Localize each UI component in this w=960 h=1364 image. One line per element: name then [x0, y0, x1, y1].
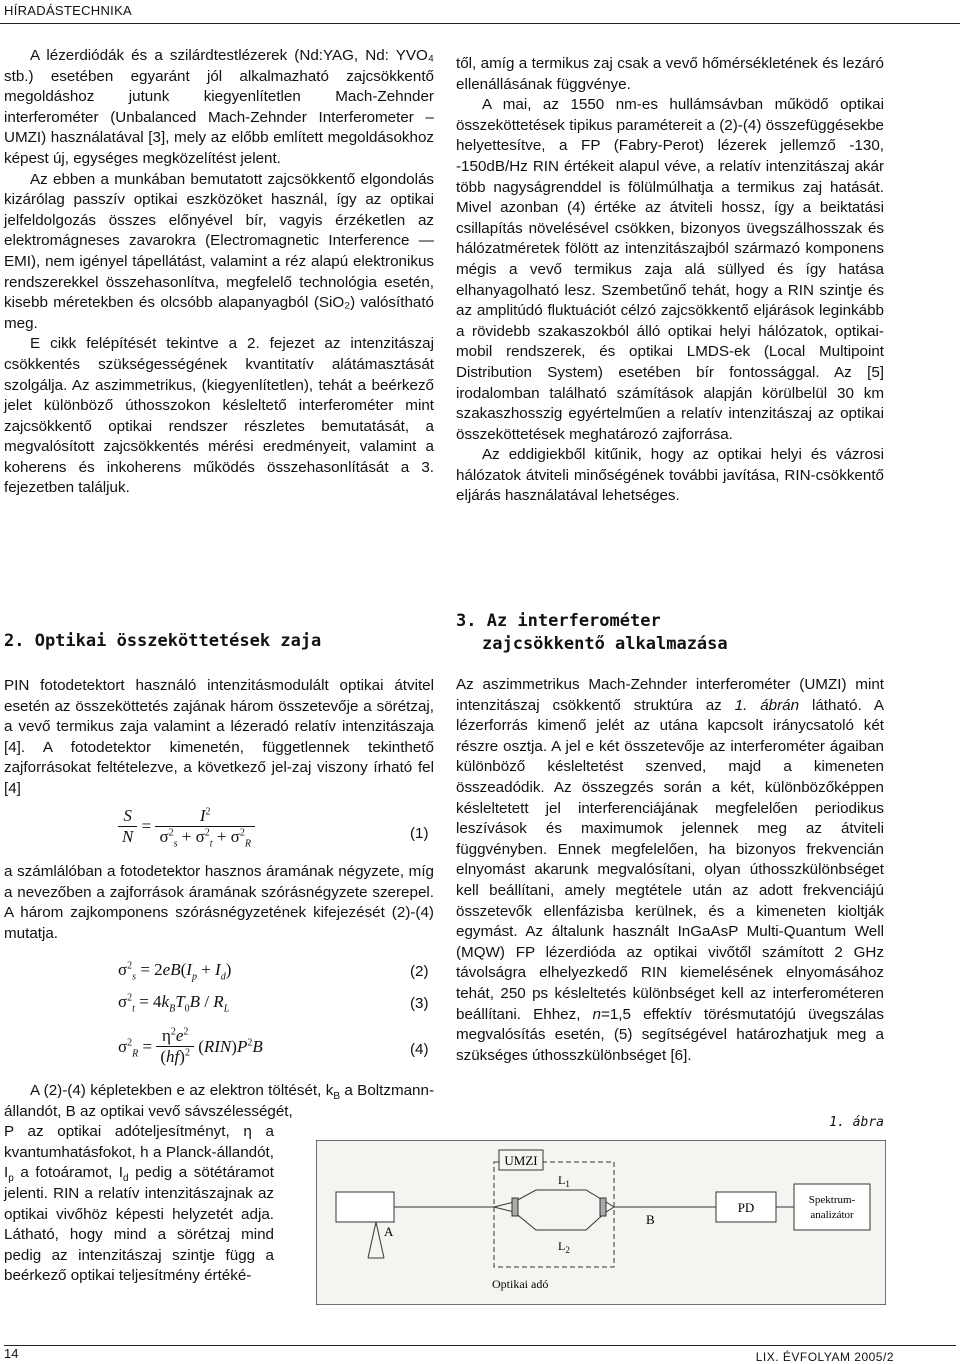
running-header: HÍRADÁSTECHNIKA	[4, 3, 133, 18]
subscript: d	[122, 1173, 129, 1185]
port-b-label: B	[646, 1212, 655, 1227]
text-run: pedig a sötétáramot jelenti. RIN a relatív intenzitászajnak az optikai vivőhöz képesti helyzetét adja. Látható, hogy mind a sörétzaj mind pedig az intenzitászaj szintje függ a beérkező optikai teljesítmény értéké-	[4, 1164, 274, 1285]
umzi-label: UMZI	[504, 1153, 538, 1168]
subscript: B	[333, 1091, 340, 1103]
paragraph: A lézerdiódák és a szilárdtestlézerek (Nd:YAG, Nd: YVO₄ stb.) esetében egyaránt jól alkalmazható zajcsökkentő megoldáshoz jutunk kiegyenlítetlen Mach-Zehnder interferométer (Unbalanced Mach-Zehnder Interferometer – UMZI) használatával [3], mely az előbb említett megoldásokhoz képest új, egységes megközelítést jelent.	[4, 47, 434, 167]
equation-1-number: (1)	[410, 825, 429, 842]
symbol-n: n	[592, 1005, 601, 1023]
section-3-heading-line-2: zajcsökkentő alkalmazása	[482, 634, 728, 654]
pd-label: PD	[737, 1200, 755, 1215]
header-rule	[0, 23, 960, 24]
equation-1: $\frac{S}{N}$ = $\frac{I^2}{\sigma^2_s + \sigma^2_t + \sigma^2_R}$	[118, 806, 255, 847]
paragraph	[456, 675, 884, 1066]
equation-3-number: (3)	[410, 995, 429, 1012]
right-column-intro	[456, 54, 884, 507]
figure-caption: 1. ábra	[829, 1115, 884, 1130]
page-number: 14	[4, 1346, 19, 1361]
text-run: a fotoáramot, I	[13, 1164, 123, 1182]
paragraph	[4, 1122, 274, 1287]
equation-4: $\sigma^2_R$ = $\frac{\eta^2e^2}{(hf)^2}$ $(RIN)P^2B$	[118, 1026, 263, 1066]
paragraph: PIN fotodetektort használó intenzitásmodulált optikai átvitel esetén az összeköttetés zajának három összetevője a sörétzaj, a vevő termikus zaja valamint a lézeradó relatív intenzitászaja [4]. A fotodetektor kimenetén, függetlennek tekinthető zajforrásokat feltételezve, a következő jel-zaj viszony írható fel [4]	[4, 677, 434, 797]
paragraph: E cikk felépítését tekintve a 2. fejezet az intenzitászaj csökkentés szükségességének kvantitatív alátámasztását szolgálja. Az aszimmetrikus, (kiegyenlítetlen), tehát a beérkező jelet különböző úthosszokon késleltető interferométer mint zajcsökkentő optikai rendszer részletes bemutatását, a megvalósított zajcsökkentés mérési eredményeit, valamint a koherens és inkoherens működés összehasonlítását a 3. fejezetben találjuk.	[4, 335, 434, 497]
section-2-heading: 2. Optikai összeköttetések zaja	[4, 631, 322, 651]
section-2-body-2	[4, 862, 434, 944]
source-caption: Optikai adó	[492, 1277, 549, 1291]
journal-volume: LIX. ÉVFOLYAM 2005/2	[755, 1350, 894, 1364]
text-run: látható. A lézerforrás kimenő jelét az utána kapcsolt iránycsatoló két részre osztja. A jel e két összetevője az interferométer ágaiban különböző késleltetést szenved, majd a kimeneten összeadódik. Az összegzés során a két, különbözőképpen késleltetett jel interferenciájának megfelelően periodikus leszívások és maximumok jelennek meg az átviteli függvényben. Ennek megfelelően, ha bizonyos frekvencián elnyomást akarunk megvalósítani, olyan úthosszkülönbséget kell beállítani, amely megtétele után az adott frekvenciájú összetevők ellenfázisba kerülnek, és a kimeneten kioltják egymást. Az általunk használt InGaAsP Multi-Quantum Well (MQW) FP lézerdióda az optikai vivőtől számított 2 GHz távolságra elhelyezkedő RIN kiemelésének elnyomásához tehát, 250 ps késleltetés különbséget kell az interferométeren beállítani. Ehhez,	[456, 696, 884, 1023]
analyzer-label-2: analizátor	[810, 1209, 854, 1221]
laser-source-block	[336, 1192, 394, 1222]
equation-2-number: (2)	[410, 963, 429, 980]
coupler-left	[512, 1198, 518, 1216]
arm-l1-label: $L_1$	[558, 1173, 570, 1189]
spectrum-analyzer-block	[794, 1184, 870, 1230]
paragraph: től, amíg a termikus zaj csak a vevő hőmérsékletének és lezáró ellenállásának függvénye.	[456, 55, 884, 93]
paragraph: A mai, az 1550 nm-es hullámsávban működő optikai összeköttetések tipikus paramétereit a (2)-(4) összefüggésekbe helyettesítve, a FP (Fabry-Perot) lézerek jellemző -130, -150dB/Hz RIN értékeit alapul véve, a relatív intenzitászaj akár több nagyságrenddel is fölülmúlhatja a termikus zaj hatását. Mivel azonban (4) értéke az átviteli hossz, így a beiktatási csillapítás növelésével csökken, bizonyos üvegszálhosszak és hálózatméretek fölött az intenzitászajból származó komponens mégis a vevő termikus zaja alá süllyed és így hatása elhanyagolható lesz. Szembetűnő tehát, hogy a RIN szintje és az amplitúdó fluktuációt célzó zajcsökkentő eljárások leginkább a rövidebb szakaszokból álló optikai helyi hálózatok, optikai-mobil rendszerek, és optikai LMDS-ek (Local Multipoint Distribution System) esetében bír fontossággal. Az [5] irodalomban található számítások alapján körülbelül 30 km szakaszhosszig egyértelműen a relatív intenzitászaj az optikai összeköttetések meghatározó zajforrása.	[456, 96, 884, 443]
equation-4-number: (4)	[410, 1041, 429, 1058]
left-column-intro	[4, 46, 434, 499]
arm-l2-label: $L_2$	[558, 1239, 570, 1255]
text-run: Az aszimmetrikus Mach-Zehnder interferométer (UMZI) mint intenzitászaj csökkentő struktúra az	[456, 676, 884, 714]
paragraph: a számlálóban a fotodetektor hasznos áramának négyzete, míg a nevezőben a zajforrások áramának szórásnégyzete szerepel. A három zajkomponens szórásnégyzetének kifejezését (2)-(4) mutatja.	[4, 863, 434, 942]
footer-rule	[4, 1345, 956, 1346]
port-a-label: A	[384, 1224, 394, 1239]
text-run: A (2)-(4) képletekben e az elektron töltését, k	[30, 1082, 334, 1099]
subscript: p	[8, 1173, 14, 1185]
section-3-heading	[456, 610, 728, 656]
coupler-right	[600, 1198, 606, 1216]
paragraph: Az ebben a munkában bemutatott zajcsökkentő elgondolás kizárólag passzív optikai eszközöket használ, így az optikai jelfeldolgozás összes előnyével bír, vagyis érzéketlen az elektromágneses zavarokra (Electromagnetic Interference — EMI), nem igényel tápellátást, valamint a réz alapú elektronikus rendszerekkel összehasonlítva, megfelelő technológia esetén, kisebb méretekben és olcsóbb alapanyagból (SiO₂) valósítható meg.	[4, 170, 434, 332]
paragraph	[4, 1081, 434, 1122]
equation-2: $\sigma^2_s = 2eB(I_p + I_d)$	[118, 960, 232, 983]
section-3-body	[456, 675, 884, 1066]
section-2-body	[4, 676, 434, 800]
text-run: =1,5 effektív törésmutatójú üvegszálas megvalósítás esetén, (5) segítségével határozhatjuk meg a szükséges úthosszkülönbséget [6].	[456, 1005, 884, 1064]
analyzer-label-1: Spektrum-	[808, 1194, 856, 1206]
umzi-setup-diagram	[316, 1140, 886, 1305]
figure-reference: 1. ábrán	[734, 696, 800, 714]
paragraph: Az eddigiekből kitűnik, hogy az optikai helyi és vázrosi hálózatok átviteli minőségének további javítása, RIN-csökkentő eljárás használatával lehetséges.	[456, 446, 884, 505]
equation-3: $\sigma^2_t = 4k_BT_0B / R_L$	[118, 992, 230, 1015]
text-run: a Boltzmann-állandót, B az optikai vevő sávszélességét,	[4, 1082, 434, 1120]
section-3-heading-line-1: 3. Az interferométer	[456, 611, 661, 631]
text-run: P az optikai adóteljesítményt, η a kvantumhatásfokot, h a Planck-állandót, I	[4, 1123, 274, 1182]
